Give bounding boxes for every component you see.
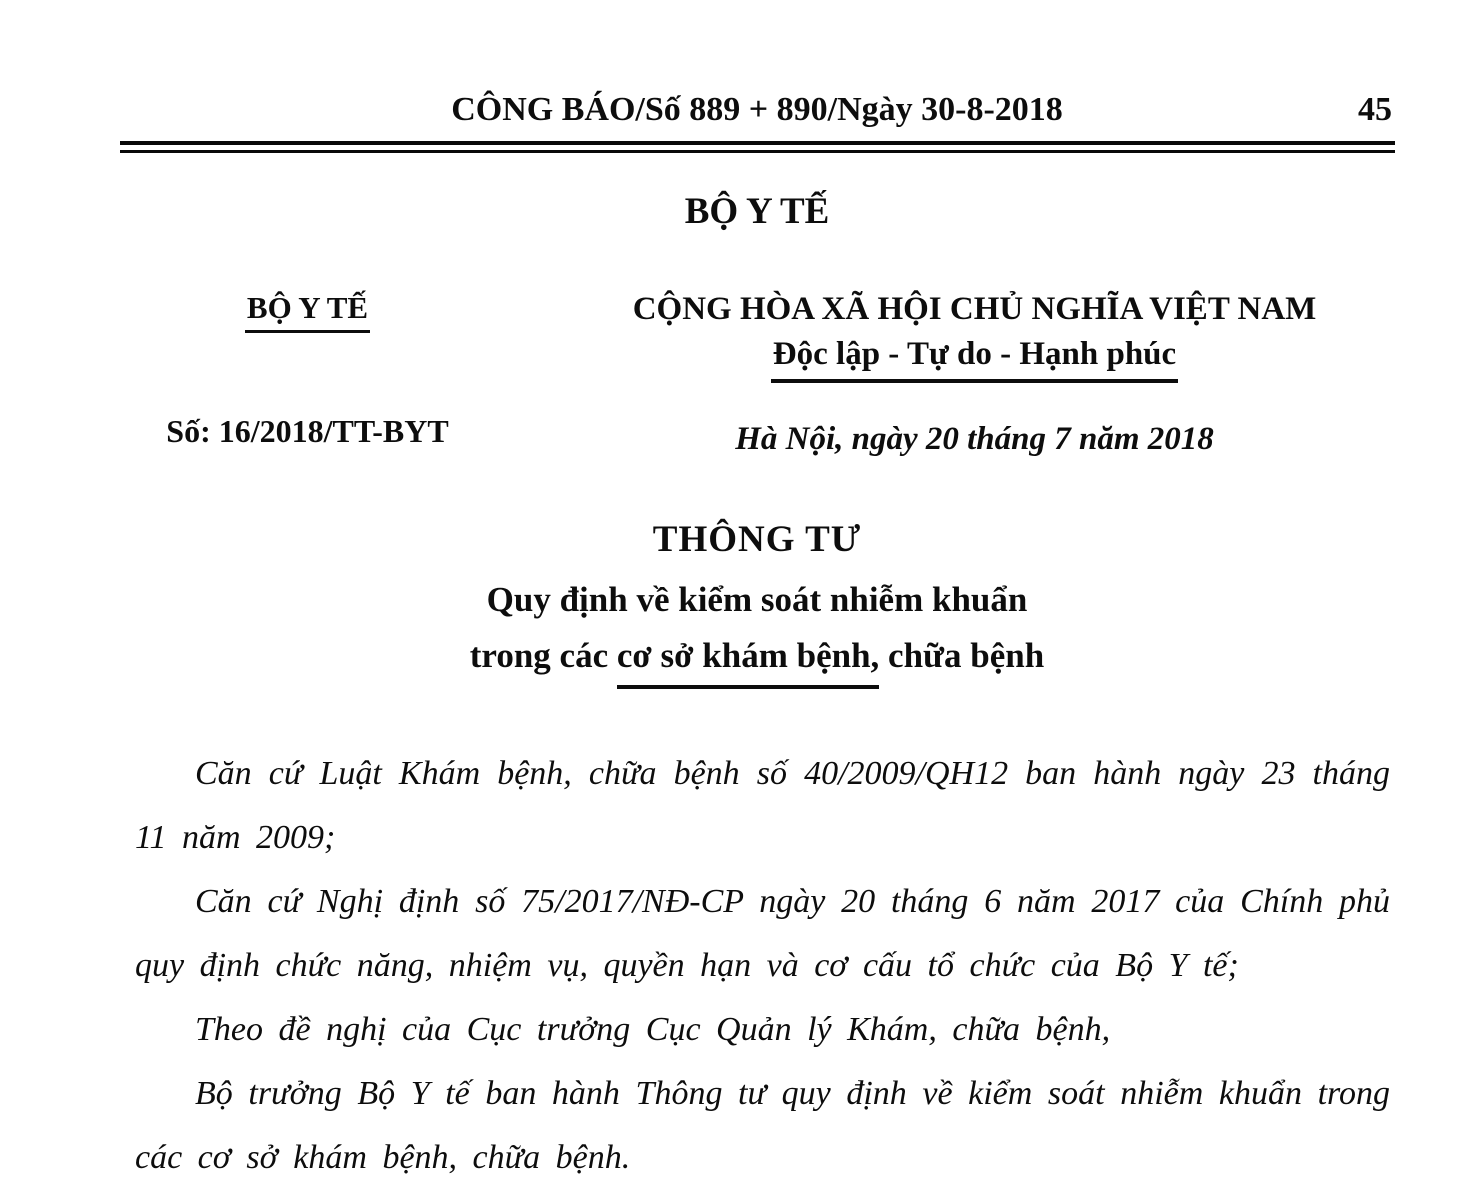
document-title-line1: Quy định về kiểm soát nhiễm khuẩn	[486, 580, 1028, 620]
preamble-paragraph: Căn cứ Luật Khám bệnh, chữa bệnh số 40/2009/QH12 ban hành ngày 23 tháng 11 năm 2009;	[135, 755, 1390, 856]
page-number: 45	[1358, 91, 1392, 128]
preamble	[135, 742, 1390, 1190]
gazette-issue-title: CÔNG BÁO/Số 889 + 890/Ngày 30-8-2018	[451, 91, 1063, 128]
document-title-line2-underlined: cơ sở khám bệnh,	[617, 634, 879, 689]
ministry-heading: BỘ Y TẾ	[684, 191, 830, 232]
document-type-heading: THÔNG TƯ	[652, 519, 862, 560]
document-heading	[120, 518, 1394, 689]
document-title-line2	[120, 634, 1394, 689]
document-number: Số: 16/2018/TT-BYT	[166, 412, 449, 449]
national-motto-line1: CỘNG HÒA XÃ HỘI CHỦ NGHĨA VIỆT NAM	[632, 291, 1317, 327]
preamble-paragraph: Bộ trưởng Bộ Y tế ban hành Thông tư quy định về kiểm soát nhiễm khuẩn trong các cơ sở khám bệnh, chữa bệnh.	[135, 1075, 1390, 1176]
national-motto-line2-text: Độc lập - Tự do - Hạnh phúc	[771, 335, 1178, 384]
document-title-line2-suffix: chữa bệnh	[879, 636, 1045, 676]
place-and-date: Hà Nội, ngày 20 tháng 7 năm 2018	[735, 421, 1214, 458]
preamble-paragraph: Căn cứ Nghị định số 75/2017/NĐ-CP ngày 20 tháng 6 năm 2017 của Chính phủ quy định chức năng, nhiệm vụ, quyền hạn và cơ cấu tổ chức của Bộ Y tế;	[135, 883, 1390, 984]
letterhead-left-column	[120, 290, 495, 450]
national-motto-line2	[555, 335, 1394, 384]
running-header	[120, 90, 1394, 131]
header-double-rule	[120, 141, 1395, 153]
document-title-line2-prefix: trong các	[469, 636, 617, 676]
letterhead	[120, 290, 1394, 458]
letterhead-right-column	[495, 290, 1394, 458]
issuing-body: BỘ Y TẾ	[245, 290, 370, 333]
preamble-paragraph: Theo đề nghị của Cục trưởng Cục Quản lý Khám, chữa bệnh,	[195, 1011, 1111, 1048]
